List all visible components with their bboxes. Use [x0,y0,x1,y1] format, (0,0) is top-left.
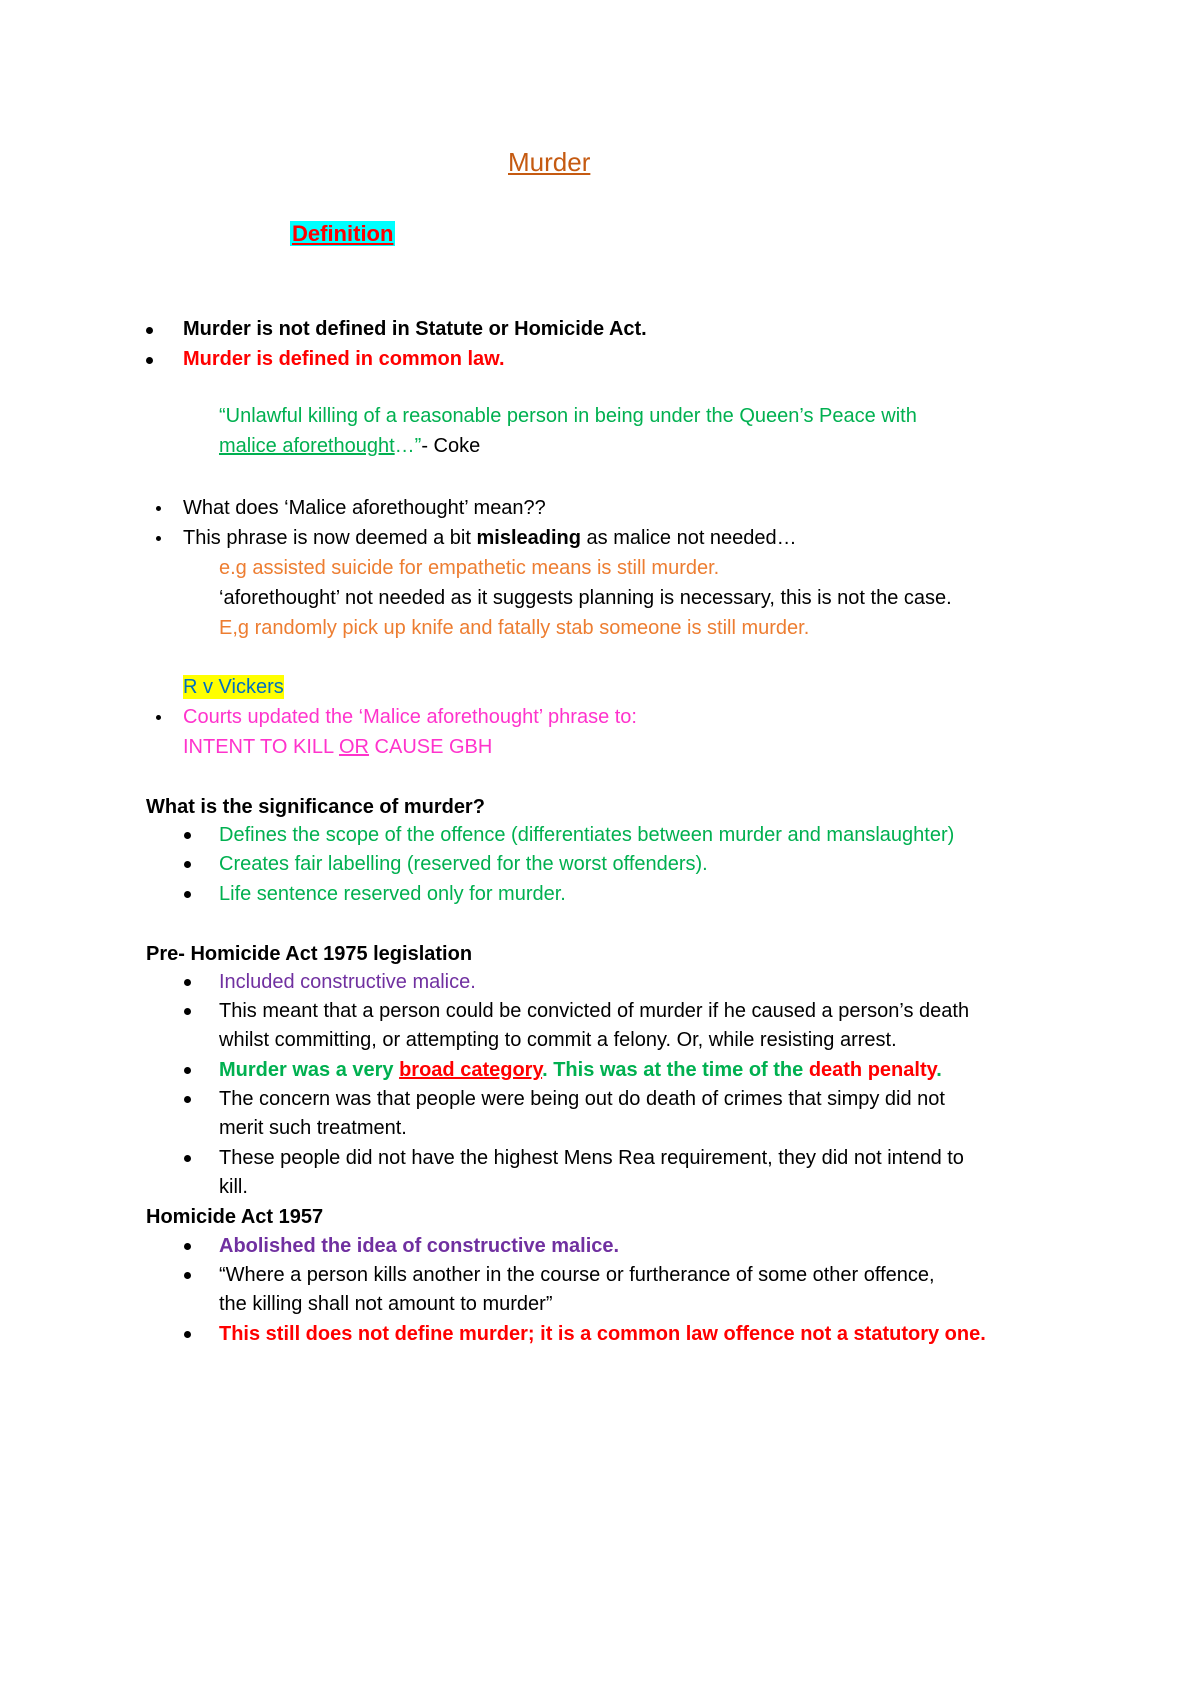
pre-act-item-5-line-2: kill. [219,1176,248,1198]
bullet-icon [184,1067,191,1074]
death-penalty-pre: . This was at the time of the [542,1059,809,1081]
significance-item-1: Defines the scope of the offence (differentiates between murder and manslaughter) [219,824,955,846]
pre-act-item-4-line-2: merit such treatment. [219,1117,407,1139]
misleading-phrase [183,526,797,550]
act-1957-heading: Homicide Act 1957 [146,1206,324,1228]
case-r-v-vickers: R v Vickers [183,676,284,698]
bullet-icon [184,1008,191,1015]
pre-act-heading: Pre- Homicide Act 1975 legislation [146,943,473,965]
definition-heading-wrap [290,222,395,247]
pre-act-item-5-line-1: These people did not have the highest Mens Rea requirement, they did not intend to [219,1147,964,1169]
intent-to-kill: INTENT TO KILL [183,736,339,758]
significance-heading: What is the significance of murder? [146,796,485,818]
death-penalty: death penalty [808,1059,937,1081]
quote-attribution: - Coke [421,435,481,457]
act-1957-item-1: Abolished the idea of constructive malice. [219,1235,620,1257]
intent-definition [183,735,492,759]
vickers-update: Courts updated the ‘Malice aforethought’ phrase to: [183,706,637,728]
malice-aforethought-term: malice aforethought [219,435,395,457]
example-knife: E,g randomly pick up knife and fatally stab someone is still murder. [219,617,810,639]
coke-quote-line-1: “Unlawful killing of a reasonable person in being under the Queen’s Peace with [219,405,917,427]
bullet-icon [146,327,153,334]
bullet-icon [184,861,191,868]
bullet-icon [184,1331,191,1338]
bullet-icon [184,832,191,839]
bullet-icon [156,715,161,720]
significance-item-2: Creates fair labelling (reserved for the worst offenders). [219,853,708,875]
bullet-icon [146,357,153,364]
bullet-icon [184,1272,191,1279]
bullet-icon [184,979,191,986]
bullet-icon [156,536,161,541]
misleading-word: misleading [476,527,581,549]
quote-ellipsis: …” [394,435,422,457]
definition-bullet-1: Murder is not defined in Statute or Homicide Act. [183,318,647,340]
bullet-icon [184,1243,191,1250]
act-1957-item-3: This still does not define murder; it is a common law offence not a statutory one. [219,1323,986,1345]
definition-heading: Definition [292,221,394,246]
broad-category: broad category [399,1059,543,1081]
broad-category-pre: Murder was a very [219,1059,400,1081]
item3-period: . [936,1059,942,1081]
bullet-icon [184,1096,191,1103]
pre-act-item-2-line-1: This meant that a person could be convicted of murder if he caused a person’s death [219,1000,970,1022]
page-title: Murder [508,147,591,177]
significance-item-3: Life sentence reserved only for murder. [219,883,566,905]
or-word: OR [338,736,369,758]
malice-question: What does ‘Malice aforethought’ mean?? [183,497,546,519]
pre-act-item-1: Included constructive malice. [219,971,476,993]
bullet-icon [184,891,191,898]
pre-act-item-2-line-2: whilst committing, or attempting to commit a felony. Or, while resisting arrest. [219,1029,897,1051]
act-1957-item-2-line-2: the killing shall not amount to murder” [219,1293,553,1315]
pre-act-item-3 [219,1058,942,1082]
coke-quote-line-2 [219,434,480,458]
definition-bullet-2: Murder is defined in common law. [183,348,505,370]
misleading-post: as malice not needed… [580,527,797,549]
act-1957-item-2-line-1: “Where a person kills another in the course or furtherance of some other offence, [219,1264,935,1286]
pre-act-item-4-line-1: The concern was that people were being out do death of crimes that simpy did not [219,1088,945,1110]
misleading-pre: This phrase is now deemed a bit [183,527,477,549]
cause-gbh: CAUSE GBH [368,736,493,758]
example-assisted-suicide: e.g assisted suicide for empathetic means is still murder. [219,557,720,579]
aforethought-note: ‘aforethought’ not needed as it suggests planning is necessary, this is not the case. [219,587,952,609]
bullet-icon [184,1155,191,1162]
bullet-icon [156,506,161,511]
